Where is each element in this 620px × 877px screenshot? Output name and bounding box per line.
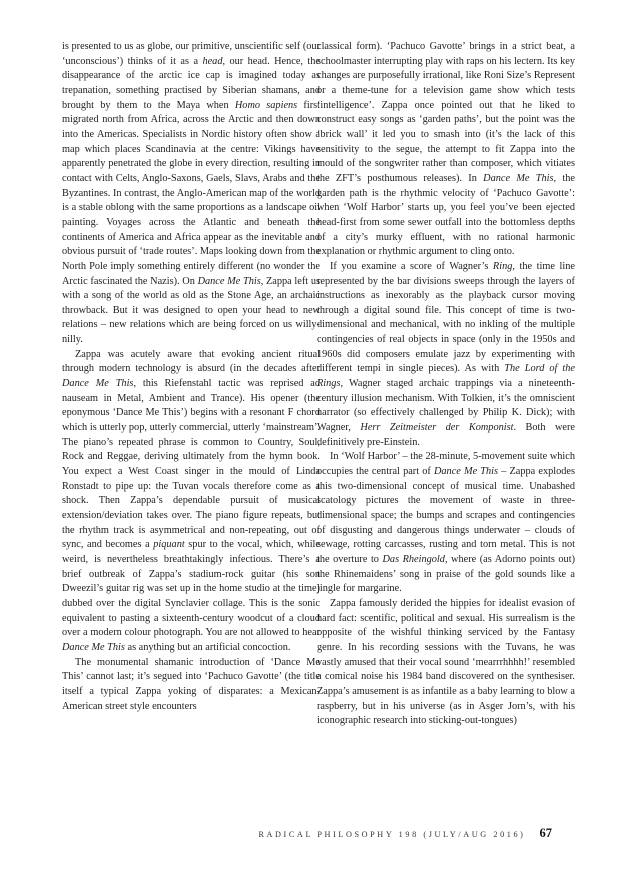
italic-title: head xyxy=(202,55,223,67)
page-number: 67 xyxy=(539,826,552,840)
paragraph: If you examine a score of Wagner’s Ring, the time line represented by the bar divisions sweeps through the layers of instructions as inexorably as the playback cursor moving through a digital sound file. This concept of time is two-dimensional and mechanical, with no inkling of the multiple contingencies of real objects in space (only in the 1950s and 1960s did composers emulate jazz by experimenting with different tempi in single pieces). As with The Lord of the Rings, Wagner staged archaic trappings via a nineteenth-century illusion mechanism. With Tolkien, it’s the omniscient narrator (so effectively challenged by Philip K. Dick); with Wagner, Herr Zeitmeister der Komponist. Both were definitively pre-Einstein. xyxy=(317,260,576,448)
italic-title: Dance Me This xyxy=(62,378,134,390)
italic-title: Herr Zeitmeister der Komponist xyxy=(360,422,514,434)
text-column-right xyxy=(317,40,575,729)
italic-title: Homo sapiens xyxy=(234,99,298,111)
italic-title: Dance Me This xyxy=(483,172,554,184)
italic-title: Dance Me This xyxy=(433,466,499,478)
italic-title: The Lord of the Rings xyxy=(317,363,576,390)
italic-title: Das Rheingold xyxy=(382,553,445,565)
running-head: RADICAL PHILOSOPHY 198 (JULY/AUG 2016) xyxy=(258,830,526,839)
italic-title: Ring xyxy=(492,260,513,272)
italic-title: Dance Me This xyxy=(197,275,261,287)
paragraph: The monumental shamanic introduction of ‘Dance Me This’ cannot last; it’s segued into ‘Pachuco Gavotte’ (the title itself a typical Zappa yoking of disparates: a Mexican-American street style encounters xyxy=(62,656,320,712)
paragraph: is presented to us as globe, our primitive, unscientific self (our ‘unconscious’) thinks of it as a head, our head. Hence, the disappearance of the arctic ice cap is imagined today as trepanation, something practised by Siberian shamans, and brought by them to the Maya when Homo sapiens first migrated north from Africa, across the Arctic and then down into the Americas. Specialists in Nordic history often show a map which places Scandinavia at the centre: Vikings have apparently penetrated the globe in every direction, resulting in contact with Celts, Anglo-Saxons, Gaels, Slavs, Arabs and the Byzantines. In contrast, the Anglo-American map of the world is a stable oblong with the same proportions as a landscape oil painting. Voyages across the Atlantic and beneath the continents of America and Africa appear as the inevitable and obvious pursuit of ‘trade routes’. Maps looking down from the North Pole imply something entirely different (no wonder the Arctic fascinated the Nazis). On Dance Me This, Zappa left us with a song of the world as old as the Stone Age, an archaic throwback. But it was designed to open your head to new relations – new relations which are being forced on us willy-nilly. xyxy=(62,41,321,346)
paragraph: classical form). ‘Pachuco Gavotte’ brings in a strict beat, a schoolmaster interrupting play with raps on his lectern. Its key changes are purposefully irrational, like Roni Size’s Represent or a theme-tune for a television game show which tests ‘intelligence’. Zappa once pointed out that he liked to construct easy songs as ‘garden paths’, but the point was the ‘brick wall’ it led you to smash into (it’s the lack of this sensitivity to the segue, the attempt to fit Zappa into the mould of the songwriter rather than composer, which vitiates the ZFT’s posthumous releases). In Dance Me This, the garden path is the rhythmic velocity of ‘Pachuco Gavotte’: when ‘Wolf Harbor’ starts up, you feel you’ve been ejected head-first from some sewer outfall into the bottomless depths of a city’s murky effluent, with no rational harmonic explanation or rhythmic argument to cling onto. xyxy=(317,41,575,258)
paragraph: Zappa was acutely aware that evoking ancient ritual through modern technology is absurd (in the decades after Dance Me This, this Riefenstahl tactic was reprised ad nauseam in Metal, Ambient and Trance). His opener (the eponymous ‘Dance Me This’) begins with a resonant F chord which is utterly pop, utterly commercial, utterly ‘mainstream’. The piano’s repeated phrase is common to Country, Soul, Rock and Reggae, deriving ultimately from the hymn book. You expect a West Coast singer in the mould of Linda Ronstadt to pipe up: the Tuvan vocals therefore come as a shock. Then Zappa’s dependable pursuit of musical extension/deviation takes over. The piano figure repeats, but the rhythm track is asymmetrical and non-repeating, out of sync, and becomes a piquant spur to the vocal, which, while weird, is nevertheless breathtakingly infectious. There’s a brief outbreak of Zappa’s stadium-rock guitar (his son Dweezil’s guitar rig was set up in the home studio at the time) dubbed over the digital Synclavier collage. This is the sonic equivalent to pasting a sixteenth-century woodcut of a cloud over a modern colour photograph. You are not allowed to hear Dance Me This as anything but an artificial concoction. xyxy=(62,348,320,653)
text-column-left xyxy=(62,40,320,714)
italic-title: Dance Me This xyxy=(62,641,125,653)
paragraph: Zappa famously derided the hippies for idealist evasion of hard fact: scentific, political and sexual. His surrealism is the opposite of the wishful thinking serviced by the Fantasy genre. In his recording sessions with the Tuvans, he was vastly amused that their vocal sound ‘mearrrhhhh!’ resembled a comical noise his 1984 band discovered on the synthesiser. Zappa’s amusement is as infantile as a baby learning to blow a raspberry, but in his universe (as in Asger Jorn’s, with his iconographic research into sticking-out-tongues) xyxy=(317,597,575,727)
page-footer xyxy=(200,826,552,841)
paragraph: In ‘Wolf Harbor’ – the 28-minute, 5-movement suite which occupies the central part of Dance Me This – Zappa explodes this two-dimensional concept of musical time. Unabashed scatology pictures the movement of waste in three-dimensional space; the bumps and scrapes and contingencies of disgusting and dangerous things underwater – clouds of sewage, rotting carcasses, rusting and torn metal. This is not the overture to Das Rheingold, where (as Adorno points out) the Rhinemaidens’ song in praise of the gold sounds like a jingle for margarine. xyxy=(317,451,575,595)
italic-title: piquant xyxy=(153,539,185,551)
